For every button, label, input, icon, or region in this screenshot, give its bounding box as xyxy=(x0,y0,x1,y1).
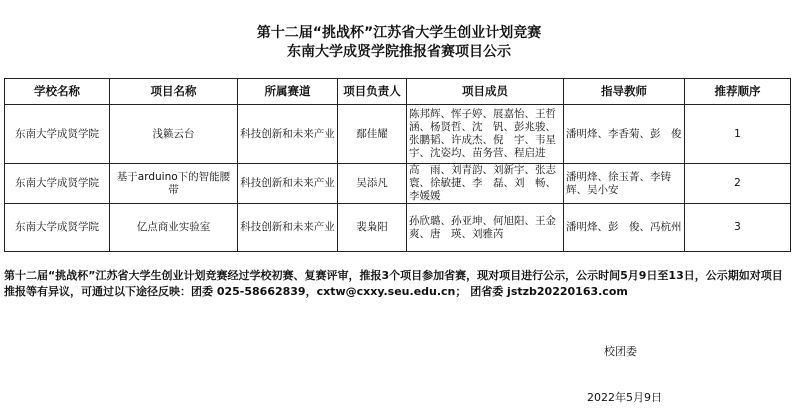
cell-advisor: 潘明烽、徐玉菁、李铸辉、吴小安 xyxy=(564,164,685,204)
date: 2022年5月9日 xyxy=(587,391,662,404)
cell-leader: 吴添凡 xyxy=(338,164,407,204)
title-line-2: 东南大学成贤学院推报省赛项目公示 xyxy=(287,44,511,60)
cell-school: 东南大学成贤学院 xyxy=(5,105,110,164)
cell-order: 1 xyxy=(685,105,791,164)
cell-members: 高 雨、刘青韵、刘新宇、张志寰、徐敏捷、李 磊、刘 畅、李媛媛 xyxy=(407,164,564,204)
cell-order: 2 xyxy=(685,164,791,204)
cell-track: 科技创新和未来产业 xyxy=(238,204,338,252)
cell-advisor: 潘明烽、彭 俊、冯杭州 xyxy=(564,204,685,252)
header-school: 学校名称 xyxy=(5,79,110,105)
header-order: 推荐顺序 xyxy=(685,79,791,105)
cell-project: 基于arduino下的智能腰带 xyxy=(110,164,238,204)
signature: 校团委 xyxy=(604,345,637,358)
projects-table xyxy=(4,78,791,252)
cell-members: 孙欣璐、孙亚坤、何旭阳、王金爽、唐 瑛、刘雅芮 xyxy=(407,204,564,252)
cell-members: 陈邦辉、恽子婷、展嘉怡、王哲涵、杨贤哲、沈 钒、彭兆骏、张鹏韬、许成杰、倪 宇、韦星宇、沈姿均、苗务营、程启进 xyxy=(407,105,564,164)
title-line-1: 第十二届“挑战杯”江苏省大学生创业计划竞赛 xyxy=(256,25,542,41)
cell-school: 东南大学成贤学院 xyxy=(5,204,110,252)
header-advisor: 指导教师 xyxy=(564,79,685,105)
header-members: 项目成员 xyxy=(407,79,564,105)
cell-school: 东南大学成贤学院 xyxy=(5,164,110,204)
table-header-row xyxy=(5,79,791,105)
table-row xyxy=(5,105,791,164)
cell-project: 浅籁云台 xyxy=(110,105,238,164)
cell-track: 科技创新和未来产业 xyxy=(238,164,338,204)
header-leader: 项目负责人 xyxy=(338,79,407,105)
cell-leader: 鄢佳耀 xyxy=(338,105,407,164)
cell-leader: 裴枭阳 xyxy=(338,204,407,252)
cell-project: 亿点商业实验室 xyxy=(110,204,238,252)
table-row xyxy=(5,164,791,204)
cell-order: 3 xyxy=(685,204,791,252)
cell-advisor: 潘明烽、李香菊、彭 俊 xyxy=(564,105,685,164)
cell-track: 科技创新和未来产业 xyxy=(238,105,338,164)
header-track: 所属赛道 xyxy=(238,79,338,105)
header-project: 项目名称 xyxy=(110,79,238,105)
table-row xyxy=(5,204,791,252)
notice-text: 第十二届“挑战杯”江苏省大学生创业计划竞赛经过学校初赛、复赛评审，推报3个项目参加省赛，现对项目进行公示，公示时间5月9日至13日，公示期如对项目推报等有异议，可通过以下途径反映：团委 025-58662839，cxtw@cxxy.seu.edu.cn； 团省委 jstzb20220163.com xyxy=(4,269,783,298)
